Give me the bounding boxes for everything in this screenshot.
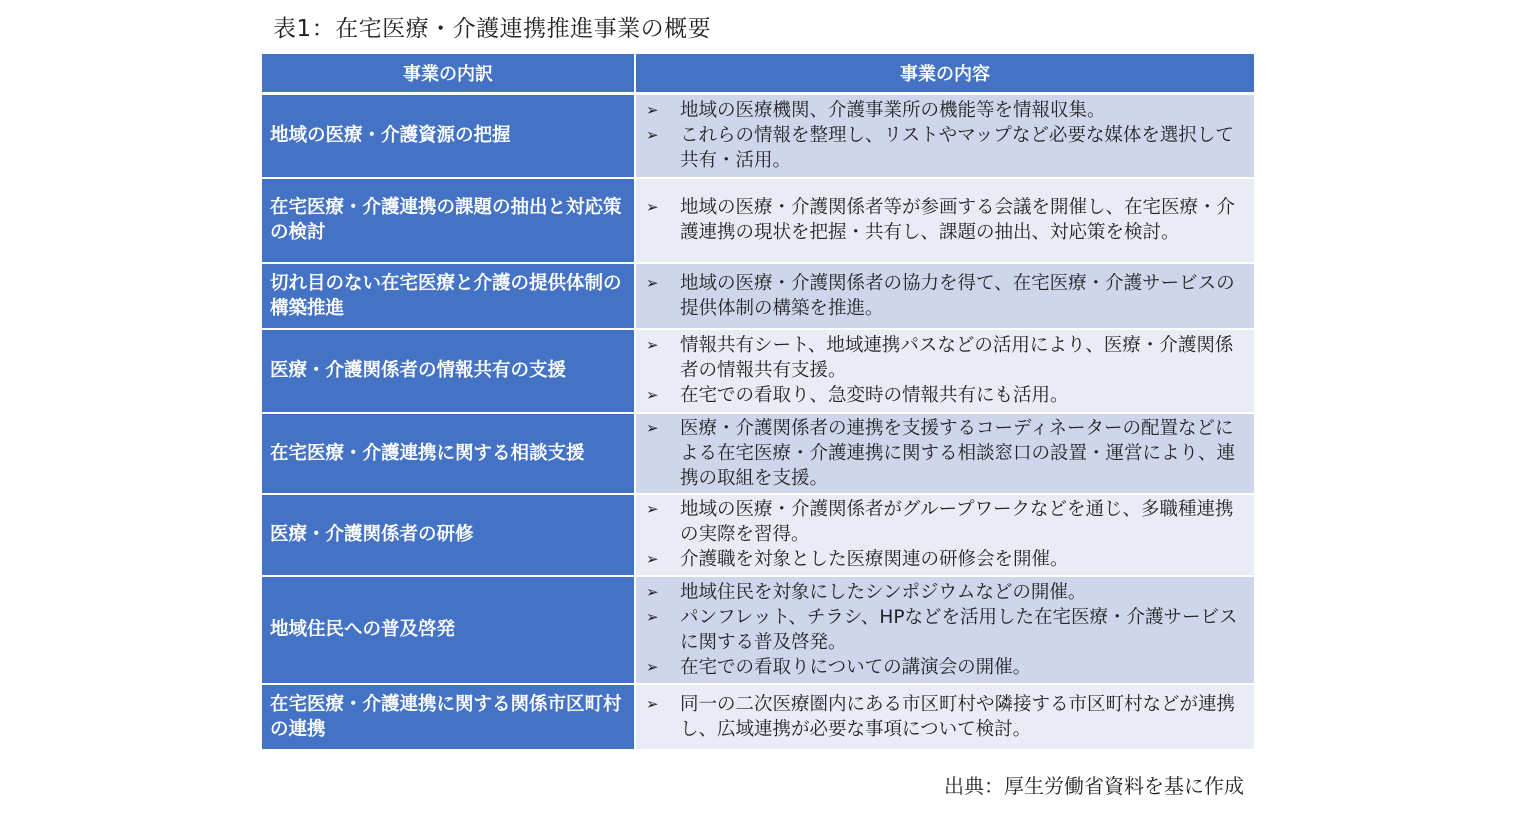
list-item bbox=[644, 416, 1246, 491]
table-row bbox=[262, 413, 1254, 494]
row-content bbox=[635, 576, 1254, 684]
bullet-list bbox=[644, 333, 1246, 408]
list-item bbox=[644, 271, 1246, 321]
bullet-list bbox=[644, 271, 1246, 321]
row-content bbox=[635, 263, 1254, 329]
list-item-text: 同一の二次医療圏内にある市区町村や隣接する市区町村などが連携し、広域連携が必要な事項について検討。 bbox=[680, 693, 1236, 740]
arrow-bullet-icon: ➢ bbox=[646, 101, 659, 120]
arrow-bullet-icon: ➢ bbox=[646, 500, 659, 518]
list-item-text: 地域の医療・介護関係者がグループワークなどを通じ、多職種連携の実際を習得。 bbox=[680, 499, 1234, 545]
table-row bbox=[262, 329, 1254, 413]
header-breakdown: 事業の内訳 bbox=[262, 54, 635, 94]
list-item bbox=[644, 580, 1246, 605]
list-item-text: 在宅での看取り、急変時の情報共有にも活用。 bbox=[680, 385, 1069, 406]
row-label: 医療・介護関係者の情報共有の支援 bbox=[262, 329, 635, 413]
arrow-bullet-icon: ➢ bbox=[646, 198, 659, 216]
table-row bbox=[262, 263, 1254, 329]
row-label: 切れ目のない在宅医療と介護の提供体制の構築推進 bbox=[262, 263, 635, 329]
row-label: 在宅医療・介護連携の課題の抽出と対応策の検討 bbox=[262, 178, 635, 263]
list-item bbox=[644, 547, 1246, 572]
header-content: 事業の内容 bbox=[635, 54, 1254, 94]
table-row bbox=[262, 178, 1254, 263]
list-item-text: 介護職を対象とした医療関連の研修会を開催。 bbox=[680, 549, 1069, 570]
list-item-text: 地域の医療・介護関係者の協力を得て、在宅医療・介護サービスの提供体制の構築を推進。 bbox=[680, 272, 1235, 319]
row-label: 在宅医療・介護連携に関する相談支援 bbox=[262, 413, 635, 494]
arrow-bullet-icon: ➢ bbox=[646, 582, 659, 601]
table-title: 表1：在宅医療・介護連携推進事業の概要 bbox=[273, 16, 712, 42]
list-item bbox=[644, 195, 1246, 245]
table-row bbox=[262, 684, 1254, 750]
list-item-text: これらの情報を整理し、リストやマップなど必要な媒体を選択して共有・活用。 bbox=[680, 125, 1234, 172]
row-content bbox=[635, 329, 1254, 413]
bullet-list bbox=[644, 692, 1246, 742]
list-item bbox=[644, 333, 1246, 383]
table-header-row bbox=[262, 54, 1254, 94]
bullet-list bbox=[644, 195, 1246, 245]
row-content bbox=[635, 684, 1254, 750]
list-item bbox=[644, 123, 1246, 173]
row-label: 医療・介護関係者の研修 bbox=[262, 494, 635, 576]
arrow-bullet-icon: ➢ bbox=[646, 126, 659, 145]
bullet-list bbox=[644, 580, 1246, 680]
list-item bbox=[644, 655, 1246, 680]
arrow-bullet-icon: ➢ bbox=[646, 418, 659, 437]
arrow-bullet-icon: ➢ bbox=[646, 550, 659, 568]
row-label: 在宅医療・介護連携に関する関係市区町村の連携 bbox=[262, 684, 635, 750]
list-item bbox=[644, 383, 1246, 408]
list-item-text: 在宅での看取りについての講演会の開催。 bbox=[680, 656, 1032, 678]
bullet-list bbox=[644, 416, 1246, 491]
arrow-bullet-icon: ➢ bbox=[646, 607, 659, 626]
table-row bbox=[262, 94, 1254, 178]
row-label: 地域住民への普及啓発 bbox=[262, 576, 635, 684]
row-content bbox=[635, 413, 1254, 494]
arrow-bullet-icon: ➢ bbox=[646, 273, 659, 292]
bullet-list bbox=[644, 497, 1246, 572]
source-note: 出典：厚生労働省資料を基に作成 bbox=[944, 774, 1244, 798]
list-item-text: 地域の医療機関、介護事業所の機能等を情報収集。 bbox=[680, 100, 1106, 122]
table-row bbox=[262, 576, 1254, 684]
arrow-bullet-icon: ➢ bbox=[646, 694, 659, 713]
bullet-list bbox=[644, 98, 1246, 173]
list-item-text: 地域の医療・介護関係者等が参画する会議を開催し、在宅医療・介護連携の現状を把握・共有し、課題の抽出、対応策を検討。 bbox=[680, 197, 1236, 243]
row-content bbox=[635, 494, 1254, 576]
row-content bbox=[635, 94, 1254, 178]
list-item bbox=[644, 692, 1246, 742]
overview-table bbox=[262, 54, 1254, 751]
list-item bbox=[644, 98, 1246, 123]
row-content bbox=[635, 178, 1254, 263]
list-item bbox=[644, 497, 1246, 547]
list-item-text: 医療・介護関係者の連携を支援するコーディネーターの配置などによる在宅医療・介護連携に関する相談窓口の設置・運営により、連携の取組を支援。 bbox=[680, 417, 1236, 489]
list-item bbox=[644, 605, 1246, 655]
arrow-bullet-icon: ➢ bbox=[646, 336, 659, 354]
arrow-bullet-icon: ➢ bbox=[646, 386, 659, 404]
table-row bbox=[262, 494, 1254, 576]
arrow-bullet-icon: ➢ bbox=[646, 657, 659, 676]
list-item-text: パンフレット、チラシ、HPなどを活用した在宅医療・介護サービスに関する普及啓発。 bbox=[680, 606, 1238, 653]
row-label: 地域の医療・介護資源の把握 bbox=[262, 94, 635, 178]
list-item-text: 地域住民を対象にしたシンポジウムなどの開催。 bbox=[680, 581, 1087, 603]
list-item-text: 情報共有シート、地域連携パスなどの活用により、医療・介護関係者の情報共有支援。 bbox=[680, 335, 1234, 381]
